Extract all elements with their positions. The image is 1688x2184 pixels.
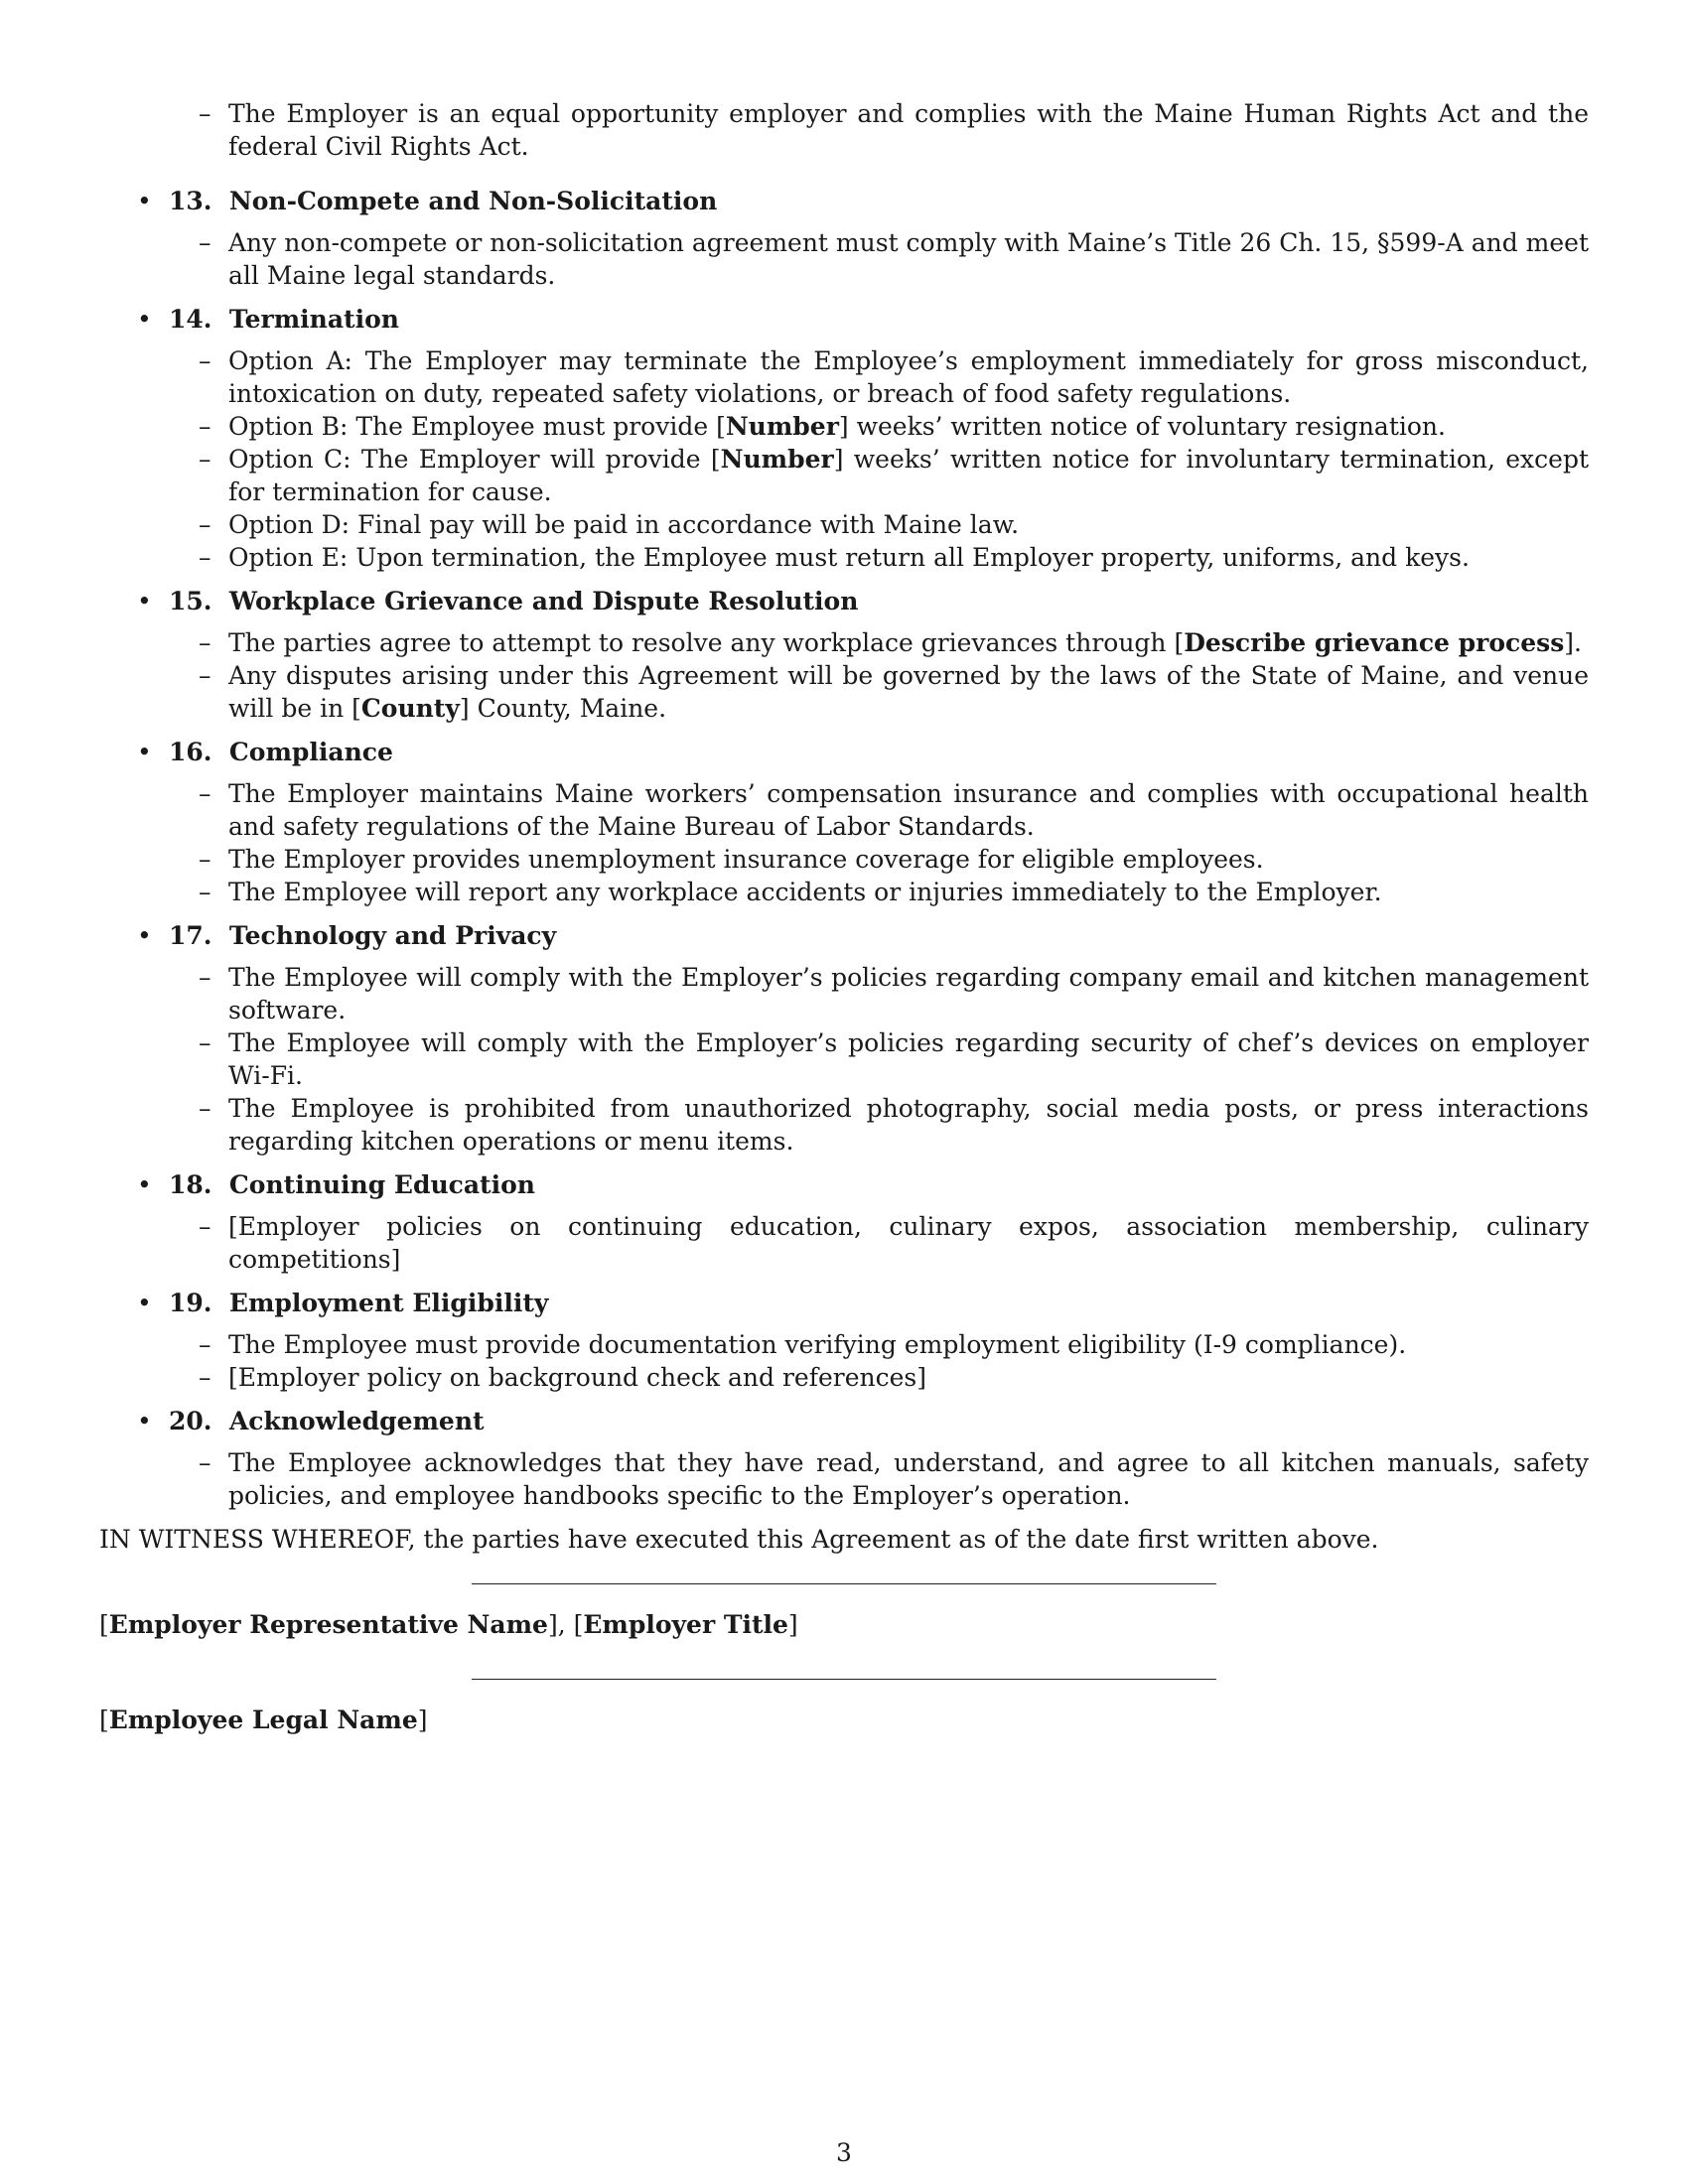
dash-marker: – — [199, 543, 211, 572]
employee-signature-label — [99, 1704, 1589, 1736]
section-heading-text: 19. Employment Eligibility — [169, 1289, 549, 1317]
sub-item — [199, 1328, 1589, 1361]
section-heading-text: 15. Workplace Grievance and Dispute Resolution — [169, 587, 859, 615]
section-heading-text: 16. Compliance — [169, 738, 393, 766]
sub-list — [169, 777, 1589, 908]
dash-marker: – — [199, 510, 211, 539]
sub-item-text: The Employee must provide documentation verifying employment eligibility (I-9 compliance). — [228, 1330, 1407, 1359]
witness-clause: IN WITNESS WHEREOF, the parties have executed this Agreement as of the date first written above. — [99, 1525, 1379, 1554]
dash-marker: – — [199, 1212, 211, 1241]
dash-marker: – — [199, 412, 211, 441]
sub-list — [169, 961, 1589, 1158]
dash-marker: – — [199, 628, 211, 657]
section-heading — [137, 736, 1589, 768]
sub-item-text: Option B: The Employee must provide [ — [228, 412, 726, 441]
placeholder-field: Number — [725, 412, 839, 441]
sub-item-text: Option A: The Employer may terminate the Employee’s employment immediately for gross misconduct, intoxication on duty, repeated safety violations, or breach of food safety regulations. — [228, 346, 1589, 408]
sub-item-text: The Employee will comply with the Employer’s policies regarding security of chef’s devices on employer Wi-Fi. — [228, 1028, 1589, 1090]
sub-item — [199, 659, 1589, 725]
sub-item — [199, 626, 1589, 659]
section-heading — [137, 1287, 1589, 1319]
section-heading — [137, 919, 1589, 952]
employee-signature-line — [472, 1679, 1216, 1680]
dash-marker: – — [199, 228, 211, 257]
employer-title: Employer Title — [583, 1610, 788, 1639]
sub-item-text: Option E: Upon termination, the Employee must return all Employer property, uniforms, and keys. — [228, 543, 1470, 572]
sub-item-text: The Employee will comply with the Employer’s policies regarding company email and kitchen management software. — [228, 963, 1589, 1024]
employee-legal-name: Employee Legal Name — [108, 1706, 418, 1734]
sub-item-text: ] County, Maine. — [459, 694, 667, 723]
placeholder-field: Number — [720, 445, 834, 474]
sub-item-text: [Employer policies on continuing education, culinary expos, association membership, culinary competitions] — [228, 1212, 1589, 1274]
section-heading-text: 14. Termination — [169, 305, 399, 334]
sub-item — [199, 1361, 1589, 1394]
section-heading-text: 17. Technology and Privacy — [169, 921, 557, 950]
bullet-marker: • — [137, 587, 152, 615]
bracket-open: [ — [99, 1610, 109, 1639]
section — [137, 585, 1589, 725]
bracket-separator: ], [ — [547, 1610, 584, 1639]
bullet-marker: • — [137, 1289, 152, 1317]
sub-list — [169, 1210, 1589, 1276]
bullet-marker: • — [137, 187, 152, 215]
dash-marker: – — [199, 845, 211, 874]
sub-item — [199, 1210, 1589, 1276]
employer-signature-label — [99, 1608, 1589, 1641]
placeholder-field: County — [360, 694, 460, 723]
employee-signature-block — [99, 1679, 1589, 1736]
dash-marker: – — [199, 346, 211, 375]
bracket-open: [ — [99, 1706, 109, 1734]
sub-item — [199, 410, 1589, 443]
section — [137, 919, 1589, 1158]
sub-item — [199, 541, 1589, 574]
sub-item — [199, 961, 1589, 1026]
sub-item — [199, 876, 1589, 908]
sub-list — [169, 344, 1589, 574]
sub-list — [169, 626, 1589, 725]
sections-container — [137, 185, 1590, 1512]
dash-marker: – — [199, 1363, 211, 1392]
bullet-marker: • — [137, 1407, 152, 1435]
page-number: 3 — [836, 2138, 852, 2167]
sub-item — [199, 97, 1589, 163]
sub-item-text: The Employee is prohibited from unauthorized photography, social media posts, or press interactions regarding kitchen operations or menu items. — [228, 1094, 1589, 1156]
intro-sub-list — [169, 97, 1589, 163]
dash-marker: – — [199, 661, 211, 690]
bullet-marker: • — [137, 1170, 152, 1199]
bullet-marker: • — [137, 738, 152, 766]
section-heading — [137, 585, 1589, 617]
sub-item — [199, 344, 1589, 410]
section — [137, 1287, 1589, 1394]
employer-signature-block — [99, 1583, 1589, 1641]
sub-item-text: The parties agree to attempt to resolve any workplace grievances through [ — [228, 628, 1185, 657]
section-heading — [137, 1168, 1589, 1201]
sub-item — [199, 777, 1589, 843]
section — [137, 1168, 1589, 1276]
document-body — [99, 97, 1589, 1736]
sub-item — [199, 1446, 1589, 1512]
employer-rep-name: Employer Representative Name — [108, 1610, 548, 1639]
bracket-close: ] — [417, 1706, 428, 1734]
sub-item — [199, 843, 1589, 876]
bullet-marker: • — [137, 921, 152, 950]
section-list — [99, 97, 1589, 1512]
dash-marker: – — [199, 1094, 211, 1123]
sub-list — [169, 226, 1589, 292]
sub-item-text: [Employer policy on background check and references] — [228, 1363, 926, 1392]
bracket-close: ] — [787, 1610, 798, 1639]
section-heading — [137, 303, 1589, 336]
dash-marker: – — [199, 1028, 211, 1057]
sub-item-text: ]. — [1564, 628, 1582, 657]
section — [137, 1405, 1589, 1512]
sub-item — [199, 443, 1590, 508]
dash-marker: – — [199, 1330, 211, 1359]
bullet-marker: • — [137, 305, 152, 334]
sub-item-text: The Employer maintains Maine workers’ compensation insurance and complies with occupational health and safety regulations of the Maine Bureau of Labor Standards. — [228, 779, 1589, 841]
dash-marker: – — [199, 963, 211, 992]
sub-item-text: The Employee acknowledges that they have read, understand, and agree to all kitchen manuals, safety policies, and employee handbooks specific to the Employer’s operation. — [228, 1448, 1589, 1510]
sub-item-text: Any non-compete or non-solicitation agreement must comply with Maine’s Title 26 Ch. 15, §599-A and meet all Maine legal standards. — [228, 228, 1589, 290]
sub-item — [199, 508, 1589, 541]
sub-list — [169, 1446, 1589, 1512]
section-heading-text: 20. Acknowledgement — [169, 1407, 485, 1435]
dash-marker: – — [199, 779, 211, 808]
dash-marker: – — [199, 878, 211, 906]
sub-item-text: The Employee will report any workplace accidents or injuries immediately to the Employer. — [228, 878, 1382, 906]
sub-item-text: Option D: Final pay will be paid in accordance with Maine law. — [228, 510, 1020, 539]
section — [137, 736, 1589, 908]
sub-item — [199, 1092, 1589, 1158]
sub-item-text: The Employer provides unemployment insurance coverage for eligible employees. — [228, 845, 1264, 874]
sub-item-text: The Employer is an equal opportunity employer and complies with the Maine Human Rights Act and the federal Civil Rights Act. — [228, 99, 1589, 161]
sub-item-text: ] weeks’ written notice for involuntary termination, except for termination for cause. — [228, 445, 1590, 506]
section-heading — [137, 185, 1589, 217]
sub-item — [199, 226, 1589, 292]
section — [137, 303, 1590, 574]
employer-signature-line — [472, 1583, 1216, 1584]
placeholder-field: Describe grievance process — [1184, 628, 1565, 657]
sub-item-text: Any disputes arising under this Agreement will be governed by the laws of the State of Maine, and venue will be in [ — [228, 661, 1589, 723]
sub-list — [169, 1328, 1589, 1394]
section-heading — [137, 1405, 1589, 1437]
sub-item-text: Option C: The Employer will provide [ — [228, 445, 721, 474]
section-heading-text: 13. Non-Compete and Non-Solicitation — [169, 187, 718, 215]
dash-marker: – — [199, 1448, 211, 1477]
dash-marker: – — [199, 99, 211, 128]
section-heading-text: 18. Continuing Education — [169, 1170, 535, 1199]
sub-item-text: ] weeks’ written notice of voluntary resignation. — [838, 412, 1446, 441]
sub-item — [199, 1026, 1589, 1092]
dash-marker: – — [199, 445, 211, 474]
section — [137, 185, 1589, 292]
